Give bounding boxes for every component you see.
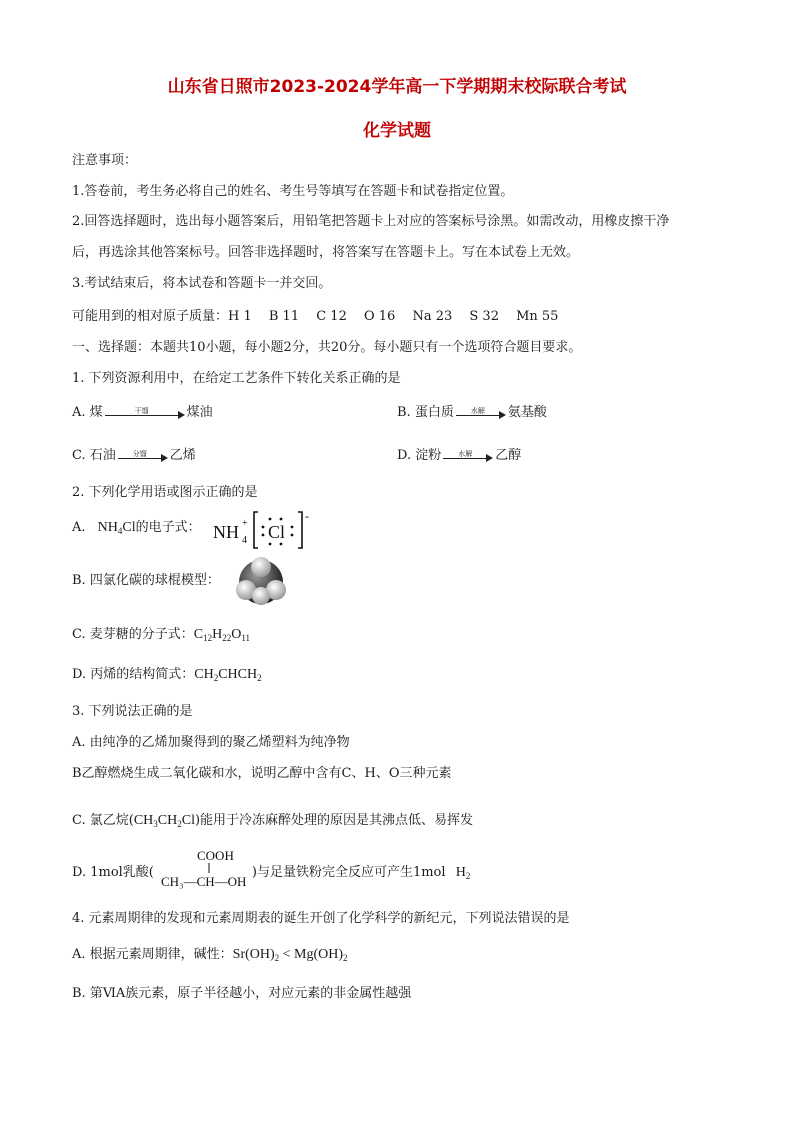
ball-and-stick-model-icon (232, 556, 290, 608)
question-2-option-d: D. 丙烯的结构简式：$CH_2CHCH_2$ (72, 667, 262, 683)
note-item-2a: 2.回答选择题时，选出每小题答案后，用铅笔把答题卡上对应的答案标号涂黑。如需改动，用橡皮擦干净 (72, 214, 670, 229)
carbon-chain-label: CH₃—CH—OH (161, 874, 247, 889)
reaction-arrow-icon: 干馏 (105, 406, 185, 420)
question-4-option-b: B. 第ⅥA族元素，原子半径越小，对应元素的非金属性越强 (72, 986, 412, 1001)
question-2-stem: 2. 下列化学用语或图示正确的是 (72, 485, 258, 500)
question-2-option-c: C. 麦芽糖的分子式：$C_{12}H_{22}O_{11}$ (72, 627, 251, 643)
lactic-acid-structure (155, 846, 257, 892)
reaction-arrow-icon: 分馏 (118, 449, 168, 463)
reaction-arrow-icon: 水解 (456, 406, 506, 420)
section-heading: 一、选择题：本题共10小题，每小题2分，共20分。每小题只有一个选项符合题目要求。 (72, 340, 582, 355)
ammonium-chloride-electron-formula (210, 508, 310, 552)
question-1-option-c: C. 石油 分馏 乙烯 (72, 448, 196, 463)
svg-text:Cl: Cl (268, 522, 286, 542)
svg-text:4: 4 (242, 535, 247, 546)
question-3-stem: 3. 下列说法正确的是 (72, 704, 193, 719)
note-item-1: 1.答卷前，考生务必将自己的姓名、考生号等填写在答题卡和试卷指定位置。 (72, 184, 514, 199)
question-3-option-c: C. 氯乙烷$(CH_3CH_2Cl)$能用于冷冻麻醉处理的原因是其沸点低、易挥发 (72, 813, 474, 829)
question-2-option-b: B. 四氯化碳的球棍模型： (72, 573, 220, 588)
note-item-2b: 后，再选涂其他答案标号。回答非选择题时，将答案写在答题卡上。写在本试卷上无效。 (72, 245, 580, 260)
question-1-option-d: D. 淀粉 水解 乙醇 (397, 448, 522, 463)
reaction-arrow-icon: 水解 (443, 449, 493, 463)
question-2-option-a: A. $NH_4Cl$的电子式： (72, 520, 201, 536)
question-3-option-a: A. 由纯净的乙烯加聚得到的聚乙烯塑料为纯净物 (72, 735, 350, 750)
question-4-option-a: A. 根据元素周期律，碱性：$Sr(OH)_2 < Mg(OH)_2$ (72, 947, 348, 963)
svg-text:+: + (242, 518, 248, 529)
question-4-stem: 4. 元素周期律的发现和元素周期表的诞生开创了化学科学的新纪元，下列说法错误的是 (72, 911, 570, 926)
exam-title: 山东省日照市2023-2024学年高一下学期期末校际联合考试 (167, 77, 627, 97)
question-1-stem: 1. 下列资源利用中，在给定工艺条件下转化关系正确的是 (72, 371, 401, 386)
note-item-3: 3.考试结束后，将本试卷和答题卡一并交回。 (72, 276, 332, 291)
carboxyl-group-label: COOH (197, 848, 234, 863)
question-1-option-a: A. 煤 干馏 煤油 (72, 405, 213, 420)
question-1-option-b: B. 蛋白质 水解 氨基酸 (397, 405, 547, 420)
notes-heading: 注意事项： (72, 153, 138, 168)
question-3-option-b: B乙醇燃烧生成二氧化碳和水，说明乙醇中含有C、H、O三种元素 (72, 766, 452, 781)
exam-subtitle: 化学试题 (363, 121, 431, 141)
atomic-masses: 可能用到的相对原子质量：H 1 B 11 C 12 O 16 Na 23 S 32 Mn 55 (72, 309, 559, 324)
svg-text:-: - (305, 509, 309, 523)
question-3-option-d: D. 1mol乳酸( )与足量铁粉完全反应可产生1mol $H_2$ (72, 865, 471, 881)
svg-text:NH: NH (213, 522, 239, 542)
